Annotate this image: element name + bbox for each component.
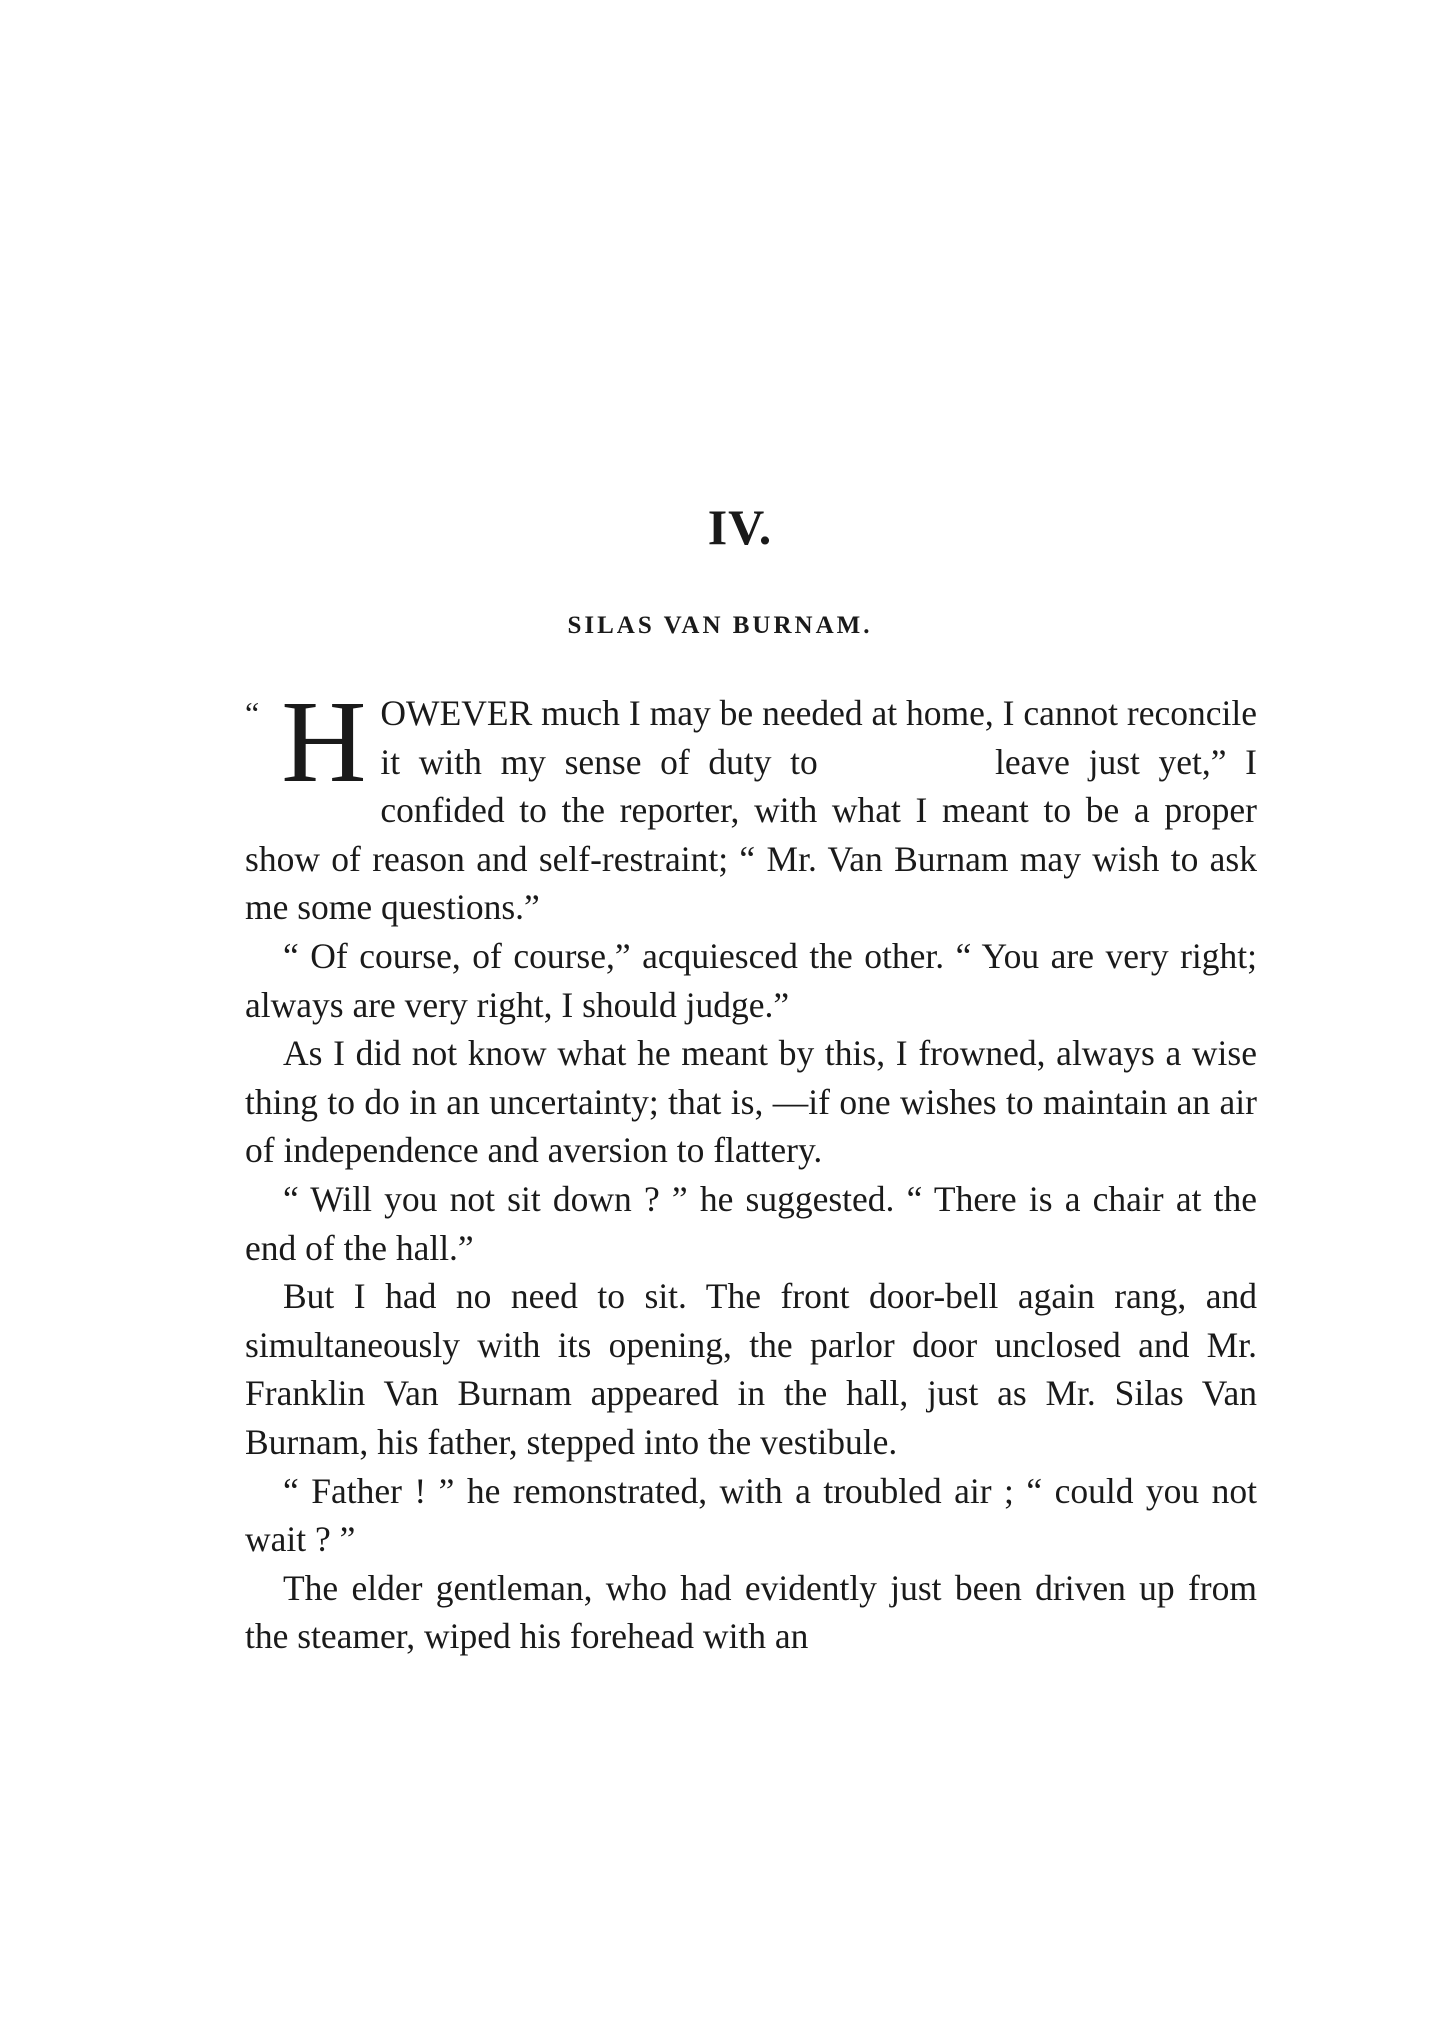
opening-text-part-2: leave just yet,” I confided to the reporter, with what I meant to be a proper show of reason and self-restraint; “ Mr. Van Burnam may wish to ask me some questions.” [245, 741, 1257, 928]
chapter-title: SILAS VAN BURNAM. [567, 612, 873, 639]
paragraph-2: As I did not know what he meant by this, I frowned, always a wise thing to do in an uncertainty; that is, —if one wishes to maintain an air of independence and aversion to flattery. [245, 1033, 1257, 1171]
body-text [245, 676, 1257, 1661]
paragraph-4: But I had no need to sit. The front door-bell again rang, and simultaneously with its opening, the parlor door unclosed and Mr. Franklin Van Burnam appeared in the hall, just as Mr. Silas Van Burnam, his father, stepped into the vestibule. [245, 1276, 1257, 1462]
paragraph-3: “ Will you not sit down ? ” he suggested. “ There is a chair at the end of the hall.” [245, 1178, 1257, 1268]
opening-text-part-1: OWEVER much I may be needed at home, I cannot reconcile it with my sense of duty to [380, 693, 1257, 782]
paragraph-1: “ Of course, of course,” acquiesced the other. “ You are very right; always are very right, I should judge.” [245, 935, 1257, 1025]
opening-paragraph [245, 676, 1257, 932]
drop-cap-group [245, 676, 367, 807]
drop-cap-letter: H [281, 676, 367, 807]
paragraph-5: “ Father ! ” he remonstrated, with a troubled air ; “ could you not wait ? ” [245, 1470, 1257, 1560]
opening-quote-mark: “ [245, 695, 260, 731]
chapter-number: IV. [707, 499, 773, 555]
paragraph-6: The elder gentleman, who had evidently just been driven up from the steamer, wiped his forehead with an [245, 1567, 1257, 1657]
